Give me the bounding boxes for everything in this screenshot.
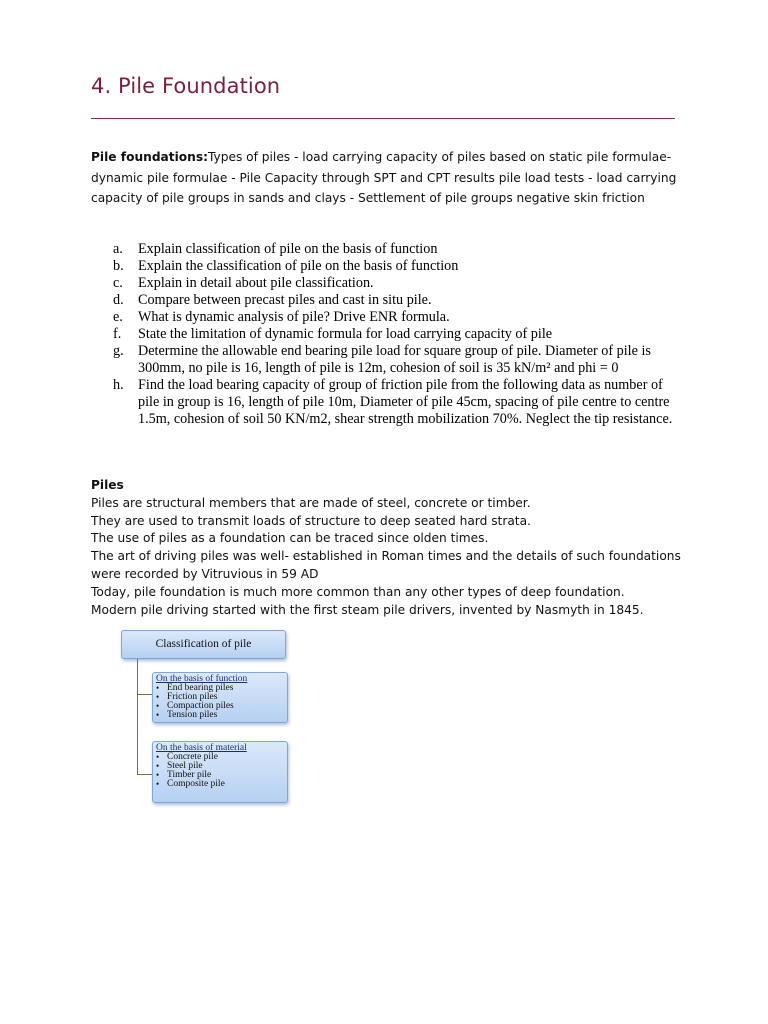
question-list <box>113 241 673 428</box>
function-item: • Tension piles <box>156 711 284 720</box>
material-heading: On the basis of material <box>156 743 247 753</box>
question-marker: d. <box>113 292 124 308</box>
question-item <box>113 377 673 428</box>
piles-paragraph: The use of piles as a foundation can be traced since olden times. <box>91 531 489 546</box>
piles-paragraph: Today, pile foundation is much more common than any other types of deep foundation. <box>91 584 625 599</box>
intro-text: Types of piles - load carrying capacity of piles based on static pile formulae-dynamic pile formulae - Pile Capacity through SPT and CPT results pile load tests - load carrying capacity of pile groups in sands and clays - Settlement of pile groups negative skin friction <box>91 150 677 206</box>
question-item <box>113 275 673 292</box>
material-list <box>156 753 284 789</box>
piles-paragraph: The art of driving piles was well- established in Roman times and the details of such foundations were recorded by Vitruvious in 59 AD <box>91 549 681 581</box>
intro-label: Pile foundations: <box>91 150 208 164</box>
question-marker: e. <box>113 309 123 325</box>
piles-paragraph: They are used to transmit loads of structure to deep seated hard strata. <box>91 513 531 528</box>
question-item <box>113 326 673 343</box>
material-item: • Composite pile <box>156 780 284 789</box>
diagram-connector <box>137 658 138 774</box>
question-text: Determine the allowable end bearing pile load for square group of pile. Diameter of pile is 300mm, no pile is 16, length of pile is 12m, cohesion of soil is 35 kN/m² and phi = 0 <box>138 343 651 376</box>
function-item: • Friction piles <box>156 693 284 702</box>
function-heading: On the basis of function <box>156 674 248 684</box>
function-item: • End bearing piles <box>156 684 284 693</box>
question-text: Compare between precast piles and cast in situ pile. <box>138 292 432 308</box>
question-text: Explain in detail about pile classification. <box>138 275 374 291</box>
question-text: Explain the classification of pile on the basis of function <box>138 258 459 274</box>
material-box <box>152 741 288 803</box>
question-marker: c. <box>113 275 123 291</box>
page-title: 4. Pile Foundation <box>91 74 281 98</box>
question-item <box>113 343 673 377</box>
diagram-connector <box>137 694 152 695</box>
diagram-root-box: Classification of pile <box>121 630 286 659</box>
piles-paragraph: Piles are structural members that are made of steel, concrete or timber. <box>91 495 531 510</box>
diagram-connector <box>137 774 152 775</box>
question-marker: b. <box>113 258 124 274</box>
intro-paragraph <box>91 147 681 209</box>
title-divider <box>91 118 675 119</box>
question-item <box>113 292 673 309</box>
piles-heading: Piles <box>91 478 124 492</box>
question-text: What is dynamic analysis of pile? Drive ENR formula. <box>138 309 450 325</box>
question-item <box>113 309 673 326</box>
function-box <box>152 672 288 723</box>
question-marker: f. <box>113 326 122 342</box>
function-item: • Compaction piles <box>156 702 284 711</box>
question-text: State the limitation of dynamic formula for load carrying capacity of pile <box>138 326 553 342</box>
question-item <box>113 258 673 275</box>
material-item: • Steel pile <box>156 762 284 771</box>
question-text: Find the load bearing capacity of group of friction pile from the following data as number of pile in group is 16, length of pile 10m, Diameter of pile 45cm, spacing of pile centre to centre 1.5m, cohesion of soil 50 KN/m2, shear strength mobilization 70%. Neglect the tip resistance. <box>138 377 673 427</box>
piles-paragraph: Modern pile driving started with the first steam pile drivers, invented by Nasmyth in 1845. <box>91 602 644 617</box>
question-marker: a. <box>113 241 123 257</box>
piles-section <box>91 477 691 619</box>
function-list <box>156 684 284 720</box>
pile-classification-diagram <box>118 628 298 808</box>
material-item: • Timber pile <box>156 771 284 780</box>
question-item <box>113 241 673 258</box>
question-marker: g. <box>113 343 124 359</box>
question-marker: h. <box>113 377 124 393</box>
material-item: • Concrete pile <box>156 753 284 762</box>
question-text: Explain classification of pile on the basis of function <box>138 241 438 257</box>
